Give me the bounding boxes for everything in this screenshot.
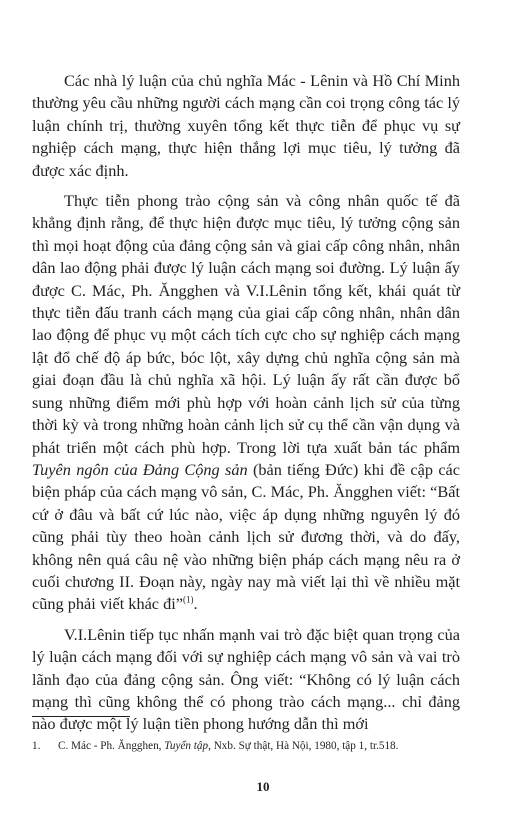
footnote-number: 1.: [32, 740, 41, 752]
paragraph-3-text: V.I.Lênin tiếp tục nhấn mạnh vai trò đặc biệt quan trọng của lý luận cách mạng đối với sự nghiệp cách mạng vô sản và vai trò lãnh đạo của đảng cộng sản. Ông viết: “Không có lý luận cách mạng thì cũng không thể có phong trào cách mạng... chỉ đảng nào được một lý luận tiền phong hướng dẫn thì mới: [32, 624, 460, 734]
paragraph-2: [32, 190, 460, 616]
main-text: [32, 70, 460, 744]
footnote-title: Tuyển tập: [164, 740, 209, 752]
paragraph-3: [32, 624, 460, 736]
paragraph-1-text: Các nhà lý luận của chủ nghĩa Mác - Lênin và Hồ Chí Minh thường yêu cầu những người cách mạng cần coi trọng công tác lý luận chính trị, thường xuyên tổng kết thực tiễn để phục vụ sự nghiệp cách mạng, thực hiện thắng lợi mục tiêu, lý tưởng đã được xác định.: [32, 71, 460, 180]
footnote: [32, 739, 472, 753]
paragraph-2-text-3: .: [193, 594, 198, 614]
footnote-reference: (1): [183, 594, 194, 605]
footnote-publication: , Nxb. Sự thật, Hà Nội, 1980, tập 1, tr.518.: [208, 740, 399, 752]
footnote-divider: [32, 716, 130, 717]
paragraph-2-text-2: (bản tiếng Đức) khi đề cập các biện pháp của cách mạng vô sản, C. Mác, Ph. Ăngghen viết: “Bất cứ ở đâu và bất cứ lúc nào, việc áp dụng những nguyên lý đó cũng phải tùy theo hoàn cảnh lịch sử đương thời, và do đấy, không nên quá câu nệ vào những biện pháp cách mạng nêu ra ở cuối chương II. Đoạn này, ngày nay mà viết lại thì về nhiều mặt cũng phải viết khác đi”: [32, 459, 460, 614]
paragraph-2-text-1: Thực tiễn phong trào cộng sản và công nhân quốc tế đã khẳng định rằng, để thực hiện được mục tiêu, lý tưởng cộng sản thì mọi hoạt động của đảng cộng sản và giai cấp công nhân, nhân dân lao động phải được lý luận cách mạng soi đường. Lý luận ấy được C. Mác, Ph. Ăngghen và V.I.Lênin tổng kết, khái quát từ thực tiễn đấu tranh cách mạng của giai cấp công nhân, nhân dân lao động để phục vụ một cách tích cực cho sự nghiệp cách mạng lật đổ chế độ áp bức, bóc lột, xây dựng chủ nghĩa cộng sản mà giai đoạn đầu là chủ nghĩa xã hội. Lý luận ấy rất cần được bổ sung những điểm mới phù hợp với hoàn cảnh lịch sử của từng thời kỳ và trong những hoàn cảnh lịch sử cụ thể cần vận dụng và phát triển một cách phù hợp. Trong lời tựa xuất bản tác phẩm: [32, 191, 460, 457]
footnote-author: C. Mác - Ph. Ăngghen,: [58, 740, 165, 752]
page-number: 10: [256, 779, 270, 794]
paragraph-1: [32, 70, 460, 182]
paragraph-2-book-title: Tuyên ngôn của Đảng Cộng sản: [32, 459, 248, 479]
